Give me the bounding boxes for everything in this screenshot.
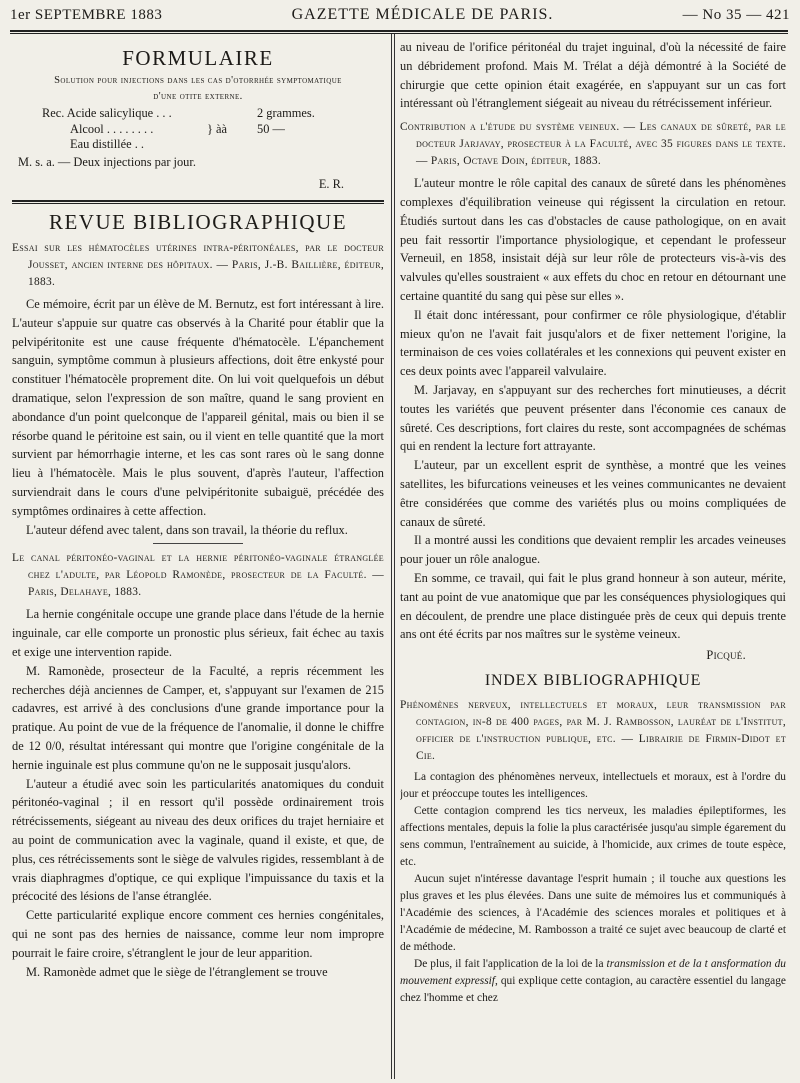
running-header (10, 6, 790, 28)
formulaire-title: FORMULAIRE (122, 46, 274, 70)
book-reference: Contribution a l'étude du système veineux. — Les canaux de sûreté, par le docteur Jarjavay, prosecteur à la Faculté, avec 35 figures dans le texte. — Paris, Octave Doin, éditeur, 1883. (400, 121, 786, 168)
formulaire-signature: E. R. (318, 177, 344, 192)
review-paragraph: L'auteur a étudié avec soin les particularités anatomiques du conduit péritonéo-vaginal ; il en ressort qu'il possède ordinairement trois rétrécissements, siégeant au niveau des deux orifices du trajet herniaire et au point de communication avec la vaginale, quand il existe, et que, de plus, ces rétrécissements sont le siège de valvules rigides, ressemblant à de vrais diaphragmes d'optique, ce qui explique l'impuissance du taxis et la précocité des lésions de l'anse étranglée. (12, 776, 384, 904)
book-reference: Phénomènes nerveux, intellectuels et moraux, leur transmission par contagion, in-8 de 400 pages, par M. J. Rambosson, lauréat de l'Institut, officier de l'instruction publique, etc. — Librairie de Firmin-Didot et Cie. (400, 698, 786, 762)
prescription-line: Rec. Acide salicylique . . . (42, 106, 172, 120)
right-column (400, 38, 786, 1077)
index-paragraph: Cette contagion comprend les tics nerveux, les maladies épileptiformes, les affections mentales, depuis la folie la plus caractérisée jusqu'au simple égarement du sens commun, l'entraînement au suicide, à l'homicide, aux crimes de toute espèce, etc. (400, 804, 786, 868)
header-rule (10, 30, 788, 32)
prescription-brace: } àà (207, 121, 228, 136)
left-column (12, 38, 384, 1077)
index-text: De plus, il fait l'application de la loi de la (414, 957, 607, 970)
review-paragraph: M. Ramonède, prosecteur de la Faculté, a repris récemment les recherches déjà anciennes de Camper, et, s'appuyant sur l'examen de 215 cadavres, est arrivé à des conclusions d'une grande importance pour la pratique. Au point de vue de la fréquence de l'anomalie, il donne le chiffre de 12 0/0, résultat intéressant qui montre que l'origine congénitale de la hernie inguinale est plus commune qu'on ne le supposait jusqu'alors. (12, 663, 384, 772)
section-rule (12, 200, 384, 202)
prescription-instruction: M. s. a. — Deux injections par jour. (18, 154, 196, 169)
review-paragraph: L'auteur, par un excellent esprit de synthèse, a montré que les veines satellites, les bifurcations veineuses et les veines communicantes ne devaient être considérées que comme des variétés plus ou moins compliquées de canaux de sûreté. (400, 458, 786, 529)
review-paragraph: Il était donc intéressant, pour confirmer ce rôle physiologique, d'établir mieux qu'on ne l'avait fait jusqu'alors et de fixer nettement l'origine, la terminaison de ces voies collatérales et les connexions qui peuvent exister en ces deux points avec l'appareil valvulaire. (400, 307, 786, 379)
review-paragraph: En somme, ce travail, qui fait le plus grand honneur à son auteur, mérite, tant au point de vue anatomique que par les conséquences physiologiques qui en découlent, de prendre une place distinguée près de ceux qui depuis trente ans ont été écrits par nos maîtres sur le système veineux. (400, 570, 786, 642)
book-reference: Le canal péritonéo-vaginal et la hernie péritonéo-vaginale étranglée chez l'adulte, par Léopold Ramonède, prosecteur de la Faculté. — Paris, Delahaye, 1883. (12, 552, 384, 599)
index-text: , qui explique cette contagion, au caractère essentiel du langage chez l'homme et chez (400, 974, 786, 1004)
review-paragraph: M. Jarjavay, en s'appuyant sur des recherches fort minutieuses, a décrit toutes les variétés que peuvent présenter dans l'économie ces canaux de sûreté. Ces descriptions, fort claires du reste, sont accompagnées de schémas qui en rendent la lecture fort attrayante. (400, 382, 786, 454)
review-paragraph: Cette particularité explique encore comment ces hernies congénitales, qui ne sont pas des hernies de naissance, comme leur nom impropre pourrait le faire croire, s'étranglent le jour de leur apparition. (12, 908, 384, 960)
header-page-number: — No 35 — 421 (682, 7, 790, 23)
review-paragraph: M. Ramonède admet que le siège de l'étranglement se trouve (26, 964, 328, 979)
review-paragraph: L'auteur montre le rôle capital des canaux de sûreté dans les phénomènes complexes d'équilibration veineuse qui régissent la circulation en retour. Étudiés surtout dans les cas d'obstacles de cause pathologique, on en avait peu fait ressortir l'importance physiologique, et cependant le professeur Verneuil, en 1858, insistait déjà sur leur rôle de protecteurs vis-à-vis des valvules qu'elles soustraient « aux effets du choc en retour en détournant une certaine quantité du sang qui pèse sur elles ». (400, 176, 786, 303)
prescription-line: Eau distillée . . (70, 137, 144, 151)
review-paragraph: au niveau de l'orifice péritonéal du trajet inguinal, d'où la nécessité de faire un débridement profond. Mais M. Trélat a déjà démontré à la Société de chirurgie que cette opinion était exagérée, en s'appuyant sur un cas fort intéressant où l'étranglement siégeait au niveau du rétrécissement inférieur. (400, 40, 786, 111)
index-paragraph (400, 956, 786, 1007)
separator (153, 543, 243, 544)
column-divider-inner (394, 34, 395, 1079)
review-signature: Picqué. (706, 648, 746, 663)
index-title: INDEX BIBLIOGRAPHIQUE (484, 671, 702, 689)
section-rule-thin (12, 203, 384, 204)
revue-title: REVUE BIBLIOGRAPHIQUE (48, 210, 348, 235)
index-paragraph: La contagion des phénomènes nerveux, intellectuels et moraux, est à l'ordre du jour et préoccupe toutes les intelligences. (400, 770, 786, 800)
review-paragraph: Il a montré aussi les conditions que devaient remplir les arcades veineuses pour jouer un rôle analogue. (400, 533, 786, 567)
prescription (42, 106, 384, 153)
header-rule-thin (10, 33, 788, 34)
column-divider (391, 34, 392, 1079)
book-reference: Essai sur les hématocèles utérines intra-péritonéales, par le docteur Jousset, ancien interne des hôpitaux. — Paris, J.-B. Baillière, éditeur, 1883. (12, 242, 384, 289)
formulaire-subtitle: Solution pour injections dans les cas d'otorrhée symptomatique (54, 75, 342, 86)
header-journal-title: GAZETTE MÉDICALE DE PARIS. (291, 6, 554, 23)
prescription-dose: 50 — (257, 121, 285, 136)
formulaire-subtitle-2: d'une otite externe. (153, 91, 243, 102)
index-paragraph: Aucun sujet n'intéresse davantage l'esprit humain ; il touche aux questions les plus graves et les plus élevées. Dans une suite de mémoires lus et communiqués à l'Académie des sciences, à l'Académie des sciences morales et politiques et à l'Académie de médecine, M. Rambosson a traité ce sujet avec beaucoup de clarté et de méthode. (400, 872, 786, 953)
review-paragraph: L'auteur défend avec talent, dans son travail, la théorie du reflux. (26, 522, 348, 537)
index-text-italic: transmission et de la t ansformation du mouvement expressif (400, 957, 786, 987)
review-paragraph: La hernie congénitale occupe une grande place dans l'étude de la hernie inguinale, car elle comporte un pronostic plus sérieux, fait échec au taxis et exige une intervention rapide. (12, 607, 384, 660)
header-date: 1er SEPTEMBRE 1883 (10, 7, 163, 23)
prescription-dose: 2 grammes. (257, 106, 315, 120)
review-paragraph: Ce mémoire, écrit par un élève de M. Bernutz, est fort intéressant à lire. L'auteur s'appuie sur quatre cas observés à la Charité pour établir que la pelvipéritonite est une cause fréquente d'hématocèle. L'épanchement sanguin, symptôme commun à plusieurs affections, doit être enkysté pour constituer l'hématocèle proprement dite. On lui voit quelquefois un début dramatique, selon l'expression de son maître, quand le sang provient en abondance d'un point quelconque de l'appareil génital, mais ou bien il se résorbe quand le péritoine est sain, ou il vient en telle quantité que la mort survient par hémorrhagie interne, et les cas sont rares où le sang donne lieu à l'hématocèle. Mais le plus souvent, d'après l'auteur, l'affection surviendrait dans le cours d'une pelvipéritonite subaiguë, précédée des symptômes ordinaires à cette affection. (12, 297, 384, 518)
prescription-line: Alcool . . . . . . . . (70, 121, 154, 136)
